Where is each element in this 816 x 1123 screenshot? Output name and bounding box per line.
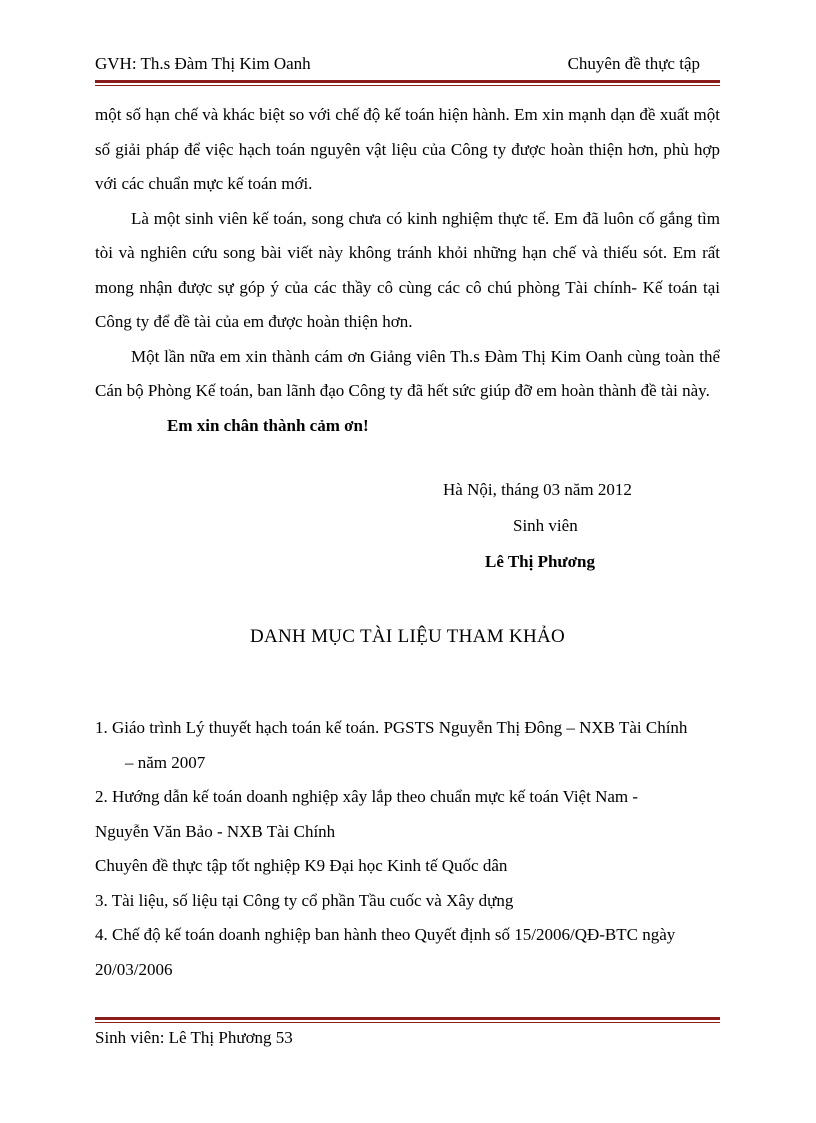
reference-item-continuation: Nguyễn Văn Bảo - NXB Tài Chính: [95, 821, 336, 841]
signature-role: Sinh viên: [513, 516, 578, 535]
place-date: Hà Nội, tháng 03 năm 2012: [443, 480, 632, 499]
references-title: DANH MỤC TÀI LIỆU THAM KHẢO: [249, 626, 566, 647]
body-text: [95, 98, 720, 443]
page-footer: Sinh viên: Lê Thị Phương 53: [95, 1028, 293, 1047]
reference-item: 1. Giáo trình Lý thuyết hạch toán kế toán. PGSTS Nguyễn Thị Đông – NXB Tài Chính: [95, 718, 688, 737]
reference-item: 2. Hướng dẫn kế toán doanh nghiệp xây lắp theo chuẩn mực kế toán Việt Nam -: [95, 787, 639, 806]
reference-item-continuation: – năm 2007: [125, 752, 206, 772]
reference-item-continuation: 20/03/2006: [95, 959, 173, 979]
reference-item: Chuyên đề thực tập tốt nghiệp K9 Đại học Kinh tế Quốc dân: [95, 856, 508, 875]
header-rule-thin: [95, 85, 720, 86]
references-list: [95, 711, 720, 987]
body-paragraph: Một lần nữa em xin thành cám ơn Giảng viên Th.s Đàm Thị Kim Oanh cùng toàn thể Cán bộ Phòng Kế toán, ban lãnh đạo Công ty đã hết sức giúp đỡ em hoàn thành đề tài này.: [95, 346, 720, 400]
thanks-line: Em xin chân thành cảm ơn!: [167, 415, 369, 435]
body-paragraph: Là một sinh viên kế toán, song chưa có kinh nghiệm thực tế. Em đã luôn cố gắng tìm tòi và nghiên cứu song bài viết này không tránh khỏi những hạn chế và thiếu sót. Em rất mong nhận được sự góp ý của các thầy cô cùng các cô chú phòng Tài chính- Kế toán tại Công ty để đề tài của em được hoàn thiện hơn.: [95, 208, 720, 331]
reference-item: 3. Tài liệu, số liệu tại Công ty cổ phần Tầu cuốc và Xây dựng: [95, 890, 514, 910]
reference-item: 4. Chế độ kế toán doanh nghiệp ban hành theo Quyết định số 15/2006/QĐ-BTC ngày: [95, 925, 676, 944]
footer-rule-thick: [95, 1017, 720, 1020]
page-header: [95, 52, 720, 78]
header-rule-thick: [95, 80, 720, 83]
header-supervisor: GVH: Th.s Đàm Thị Kim Oanh: [95, 54, 311, 73]
body-paragraph: một số hạn chế và khác biệt so với chế độ kế toán hiện hành. Em xin mạnh dạn đề xuất một số giải pháp để việc hạch toán nguyên vật liệu của Công ty được hoàn thiện hơn, phù hợp với các chuẩn mực kế toán mới.: [95, 105, 720, 193]
header-document-type: Chuyên đề thực tập: [567, 54, 700, 73]
footer-rule-thin: [95, 1022, 720, 1023]
signature-name: Lê Thị Phương: [485, 552, 596, 571]
